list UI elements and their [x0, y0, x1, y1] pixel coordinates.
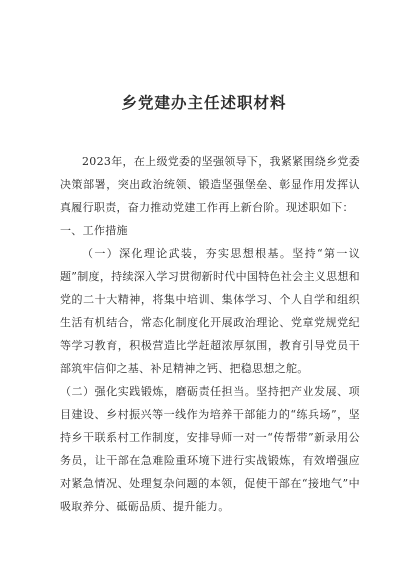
subsection-paragraph-2: （二）强化实践锻炼，磨砺责任担当。坚持把产业发展、项目建设、乡村振兴等一线作为培养干部能力的“练兵场”，坚持乡干联系村工作制度，安排导师一对一“传帮带”新录用公务员，让干部在急难险重环境下进行实战锻炼，有效增强应对紧急情况、处理复杂问题的本领，促使干部在“接地气”中吸取养分、砥砺品质、提升能力。 — [60, 385, 360, 513]
section-heading: 一、工作措施 — [60, 224, 128, 237]
subsection-paragraph-1: （一）深化理论武装，夯实思想根基。坚持“第一议题”制度，持续深入学习贯彻新时代中国特色社会主义思想和党的二十大精神，将集中培训、集体学习、个人自学和组织生活有机结合，常态化制度化开展政治理论、党章党规党纪等学习教育，积极营造比学赶超浓厚氛围，教育引导党员干部筑牢信仰之基、补足精神之钙、把稳思想之舵。 — [60, 247, 360, 375]
document-title: 乡党建办主任述职材料 — [121, 94, 287, 112]
intro-paragraph: 2023年，在上级党委的坚强领导下，我紧紧围绕乡党委决策部署，突出政治统领、锻造坚强堡垒、彰显作用发挥认真履行职责，奋力推动党建工作再上新台阶。现述职如下： — [60, 155, 360, 214]
document-body — [60, 150, 360, 518]
